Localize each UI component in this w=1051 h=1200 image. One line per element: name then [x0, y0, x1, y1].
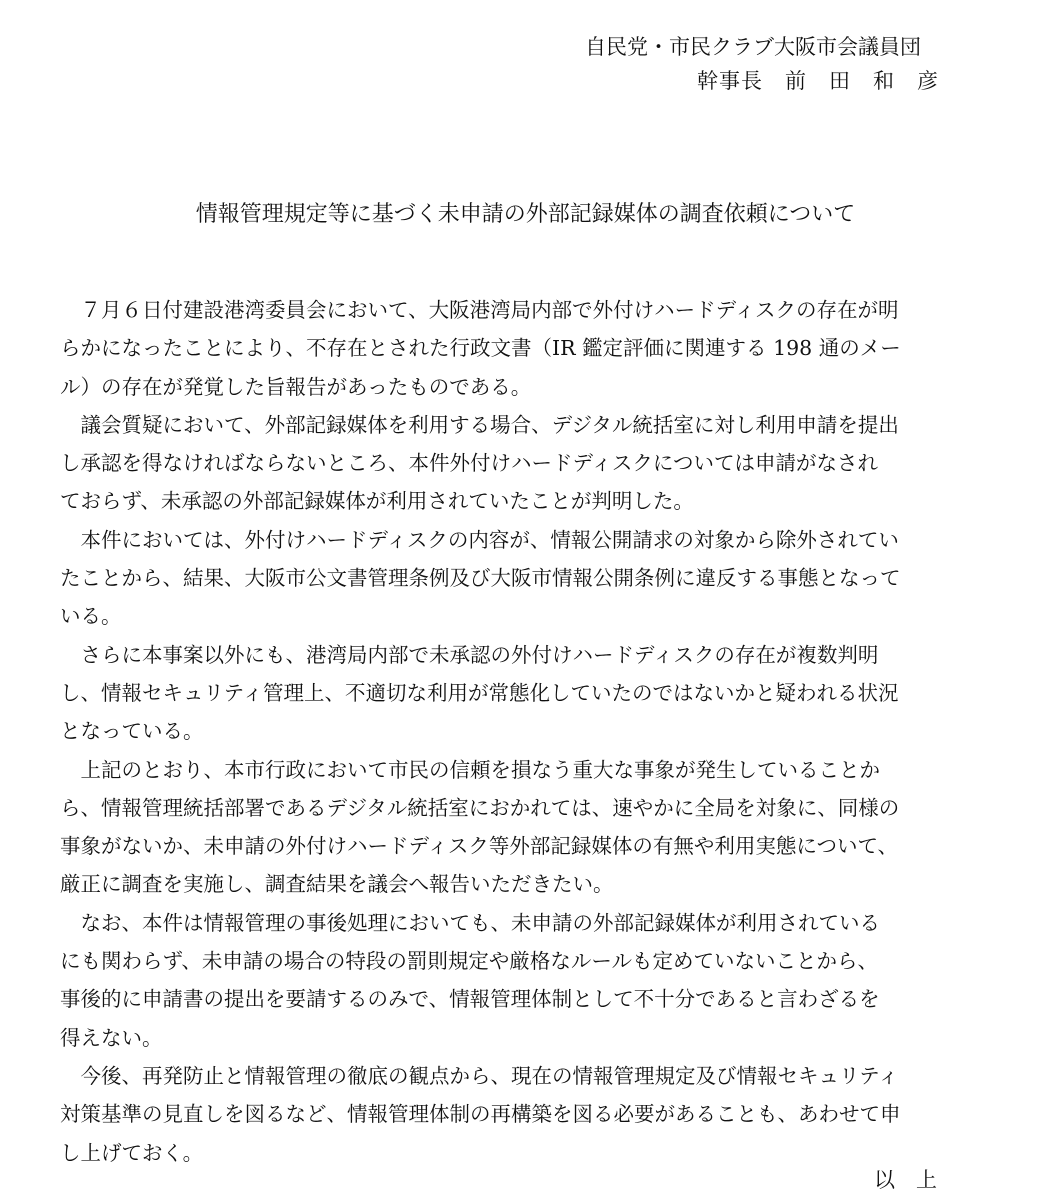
body-line: ル）の存在が発覚した旨報告があったものである。 — [60, 374, 532, 399]
body-line: し、情報セキュリティ管理上、不適切な利用が常態化していたのではないかと疑われる状況 — [60, 680, 899, 705]
body-line: となっている。 — [60, 719, 204, 744]
body-line: ておらず、未承認の外部記録媒体が利用されていたことが判明した。 — [60, 489, 694, 514]
closing-mark: 以 上 — [874, 1168, 937, 1192]
body-line: 事後的に申請書の提出を要請するのみで、情報管理体制として不十分であると言わざるを — [60, 987, 880, 1012]
document-title: 情報管理規定等に基づく未申請の外部記録媒体の調査依頼について — [195, 202, 856, 227]
body-line: らかになったことにより、不存在とされた行政文書（IR 鑑定評価に関連する 198 通のメー — [60, 336, 901, 361]
body-line: いる。 — [60, 604, 122, 629]
sender-organization: 自民党・市民クラブ大阪市会議員団 — [585, 35, 921, 59]
body-line: 事象がないか、未申請の外付けハードディスク等外部記録媒体の有無や利用実態について、 — [60, 834, 899, 859]
body-line: にも関わらず、未申請の場合の特段の罰則規定や厳格なルールも定めていないことから、 — [60, 949, 878, 974]
body-line: 上記のとおり、本市行政において市民の信頼を損なう重大な事象が発生していることか — [60, 757, 880, 782]
body-line: ７月６日付建設港湾委員会において、大阪港湾局内部で外付けハードディスクの存在が明 — [60, 298, 899, 322]
body-line: 本件においては、外付けハードディスクの内容が、情報公開請求の対象から除外されてい — [60, 527, 899, 552]
body-line: 対策基準の見直しを図るなど、情報管理体制の再構築を図る必要があることも、あわせて申 — [60, 1102, 901, 1127]
body-line: 議会質疑において、外部記録媒体を利用する場合、デジタル統括室に対し利用申請を提出 — [60, 412, 899, 437]
body-line: 得えない。 — [60, 1025, 163, 1050]
body-line: なお、本件は情報管理の事後処理においても、未申請の外部記録媒体が利用されている — [60, 910, 880, 935]
body-line: し上げておく。 — [60, 1140, 204, 1165]
sender-title-name: 幹事長 前 田 和 彦 — [697, 69, 939, 93]
body-line: さらに本事案以外にも、港湾局内部で未承認の外付けハードディスクの存在が複数判明 — [60, 642, 879, 667]
body-line: し承認を得なければならないところ、本件外付けハードディスクについては申請がなされ — [60, 451, 878, 476]
body-line: 今後、再発防止と情報管理の徹底の観点から、現在の情報管理規定及び情報セキュリティ — [60, 1063, 899, 1088]
body-line: たことから、結果、大阪市公文書管理条例及び大阪市情報公開条例に違反する事態となって — [60, 566, 901, 591]
body-line: 厳正に調査を実施し、調査結果を議会へ報告いただきたい。 — [60, 872, 614, 897]
document-body — [60, 291, 992, 1172]
body-line: ら、情報管理統括部署であるデジタル統括室におかれては、速やかに全局を対象に、同様の — [60, 795, 900, 820]
sender-block — [585, 30, 985, 98]
